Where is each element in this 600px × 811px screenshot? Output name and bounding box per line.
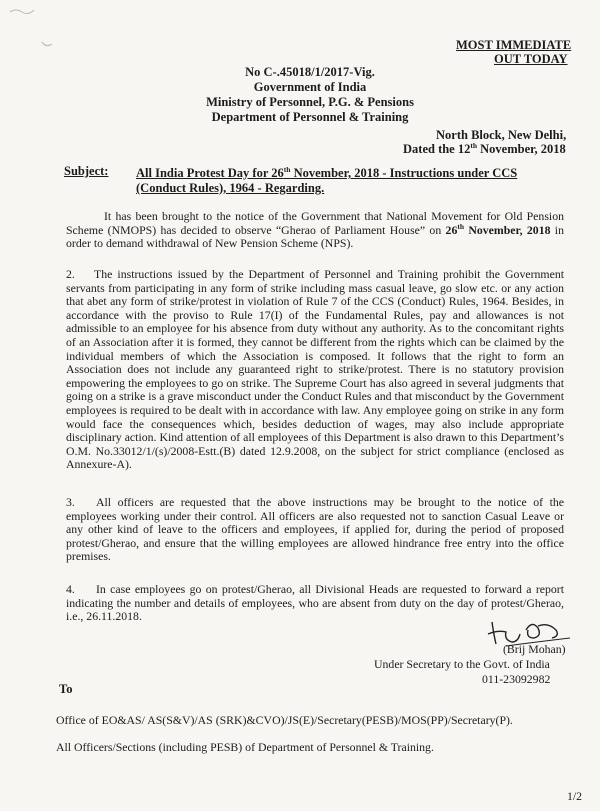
paragraph-2: 2. The instructions issued by the Department of Personnel and Training prohibit the Government servants from participating in any form of strike including mass casual leave, go slow etc. or any action that abet any form of strike/protest in violation of Rule 7 of the CCS (Conduct) Rules, 1964. Besides, in accordance with the proviso to Rule 17(I) of the Fundamental Rules, pay and allowances is not admissible to an employee for his absence from duty without any authority. As to the concomitant rights of an Association after it is formed, they cannot be different from the rights which can be claimed by the individual members of which the Association is composed. It follows that the right to form an Association does not include any guaranteed right to strike/protest. There is no statutory provision empowering the employees to go on strike. The Supreme Court has also agreed in several judgments that going on a strike is a grave misconduct under the Conduct Rules and that misconduct by the Government employees is required to be dealt with in accordance with law. Any employee going on strike in any form would face the consequences which, besides deduction of wages, may also include appropriate disciplinary action. Kind attention of all employees of this Department is also drawn to this Department’s O.M. No.33012/1/(s)/2008-Estt.(B) dated 12.9.2008, on the subject for strict compliance (enclosed as Annexure-A). xyxy=(66,267,564,472)
recipient-line-2: All Officers/Sections (including PESB) of Department of Personnel & Training. xyxy=(56,740,434,754)
place: North Block, New Delhi, xyxy=(436,128,567,142)
subject-line-1: All India Protest Day for 26th November, 2018 - Instructions under CCS xyxy=(136,164,518,180)
paragraph-1: It has been brought to the notice of the Government that National Movement for Old Pension Scheme (NMOPS) has decided to observe “Gherao of Parliament House” on 26th November, 2018 in order to demand withdrawal of New Pension Scheme (NPS). xyxy=(66,209,564,251)
government-name: Government of India xyxy=(253,80,367,94)
signatory-designation: Under Secretary to the Govt. of India xyxy=(374,657,550,671)
paragraph-3: 3. All officers are requested that the above instructions may be brought to the notice of the employees working under their control. All officers are also requested not to sanction Casual Leave or any other kind of leave to the officers and employees, if applied for, during the period of proposed protest/Gherao, and ensure that the willing employees are allowed hindrance free entry into the office premises. xyxy=(66,495,564,564)
issue-date: Dated the 12th November, 2018 xyxy=(403,140,566,156)
signatory-name: (Brij Mohan) xyxy=(503,642,566,656)
corner-stamp-mark xyxy=(6,2,66,52)
signatory-phone: 011-23092982 xyxy=(482,672,551,686)
recipient-line-1: Office of EO&AS/ AS(S&V)/AS (SRK)&CVO)/JS(E)/Secretary(PESB)/MOS(PP)/Secretary(P). xyxy=(56,713,513,727)
to-label: To xyxy=(59,682,73,696)
page-number: 1/2 xyxy=(567,789,583,803)
subject-label: Subject: xyxy=(64,164,109,178)
priority-out-today: OUT TODAY xyxy=(494,52,568,66)
ministry-name: Ministry of Personnel, P.G. & Pensions xyxy=(206,95,414,109)
subject-line-2: (Conduct Rules), 1964 - Regarding. xyxy=(136,181,325,195)
file-number: No C-.45018/1/2017-Vig. xyxy=(245,65,375,79)
department-name: Department of Personnel & Training xyxy=(211,110,409,124)
paragraph-4: 4. In case employees go on protest/Gherao, all Divisional Heads are requested to forward a report indicating the number and details of employees, who are absent from duty on the day of protest/Gherao, i.e., 26.11.2018. xyxy=(66,582,564,624)
priority-most-immediate: MOST IMMEDIATE xyxy=(456,38,572,52)
